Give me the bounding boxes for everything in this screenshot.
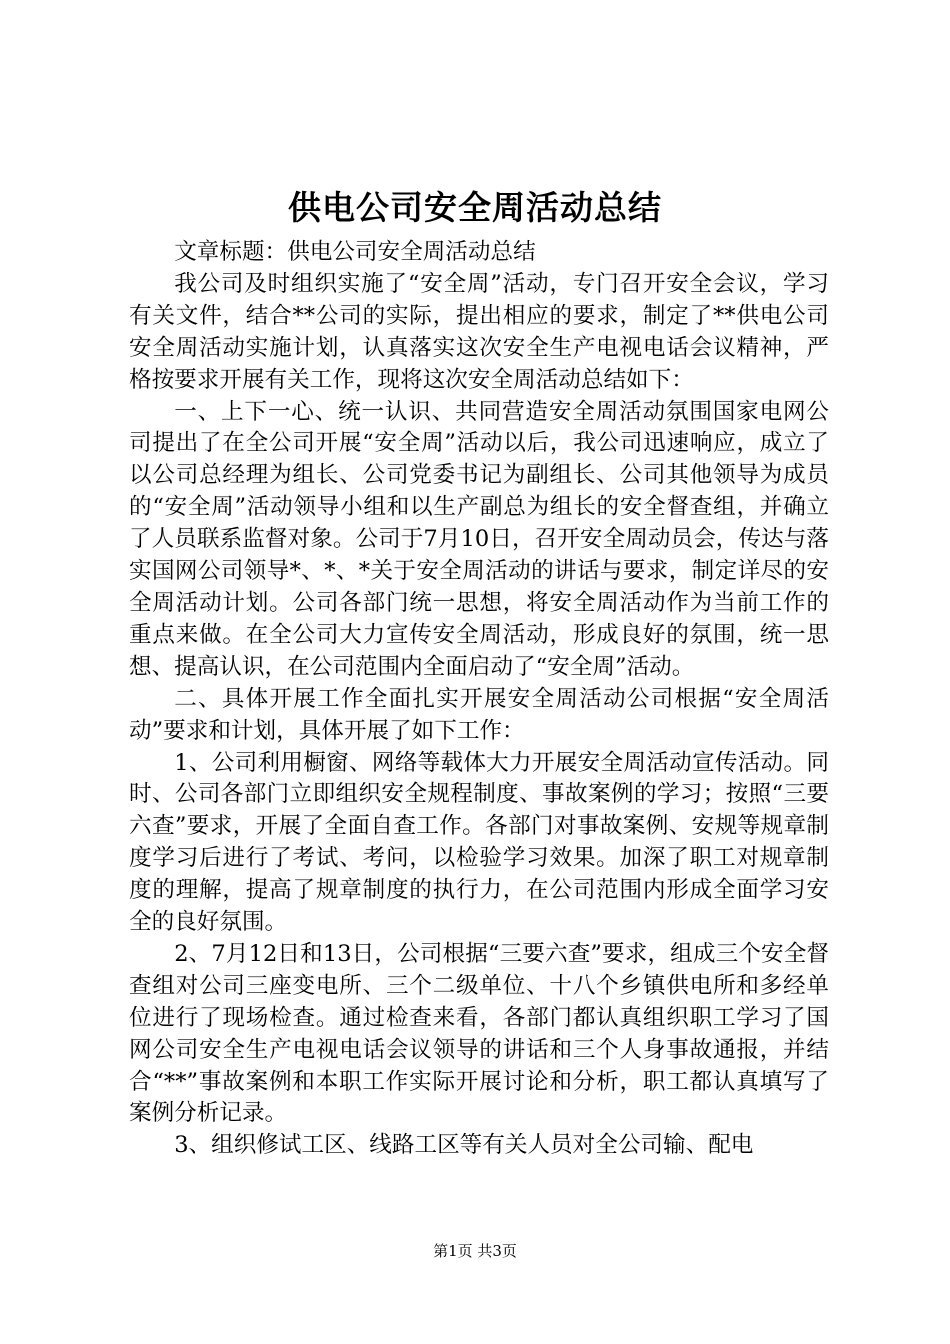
paragraph-intro: 我公司及时组织实施了“安全周”活动，专门召开安全会议，学习有关文件，结合**公司的实际，提出相应的要求，制定了**供电公司安全周活动实施计划，认真落实这次安全生产电视电话会议精神，严格按要求开展有关工作，现将这次安全周活动总结如下： (129, 270, 829, 393)
paragraph-item-3: 3、组织修试工区、线路工区等有关人员对全公司输、配电 (174, 1132, 754, 1159)
article-title-line: 文章标题：供电公司安全周活动总结 (174, 239, 536, 265)
paragraph-item-1: 1、公司利用橱窗、网络等载体大力开展安全周活动宣传活动。同时、公司各部门立即组织安全规程制度、事故案例的学习；按照“三要六查”要求，开展了全面自查工作。各部门对事故案例、安规等规章制度学习后进行了考试、考问，以检验学习效果。加深了职工对规章制度的理解，提高了规章制度的执行力，在公司范围内形成全面学习安全的良好氛围。 (129, 749, 829, 936)
paragraph-section-1: 一、上下一心、统一认识、共同营造安全周活动氛围国家电网公司提出了在全公司开展“安全周”活动以后，我公司迅速响应，成立了以公司总经理为组长、公司党委书记为副组长、公司其他领导为成员的“安全周”活动领导小组和以生产副总为组长的安全督查组，并确立了人员联系监督对象。公司于7月10日，召开安全周动员会，传达与落实国网公司领导*、*、*关于安全周活动的讲话与要求，制定详尽的安全周活动计划。公司各部门统一思想，将安全周活动作为当前工作的重点来做。在全公司大力宣传安全周活动，形成良好的氛围，统一思想、提高认识，在公司范围内全面启动了“安全周”活动。 (129, 398, 829, 680)
page-number-footer: 第1页 共3页 (433, 1242, 517, 1260)
document-title: 供电公司安全周活动总结 (288, 188, 662, 227)
paragraph-item-2: 2、7月12日和13日，公司根据“三要六查”要求，组成三个安全督查组对公司三座变电所、三个二级单位、十八个乡镇供电所和多经单位进行了现场检查。通过检查来看，各部门都认真组织职工学习了国网公司安全生产电视电话会议领导的讲话和三个人身事故通报，并结合“**”事故案例和本职工作实际开展讨论和分析，职工都认真填写了案例分析记录。 (129, 940, 829, 1127)
paragraph-section-2: 二、具体开展工作全面扎实开展安全周活动公司根据“安全周活动”要求和计划，具体开展了如下工作： (129, 685, 829, 744)
document-body (129, 237, 829, 1162)
